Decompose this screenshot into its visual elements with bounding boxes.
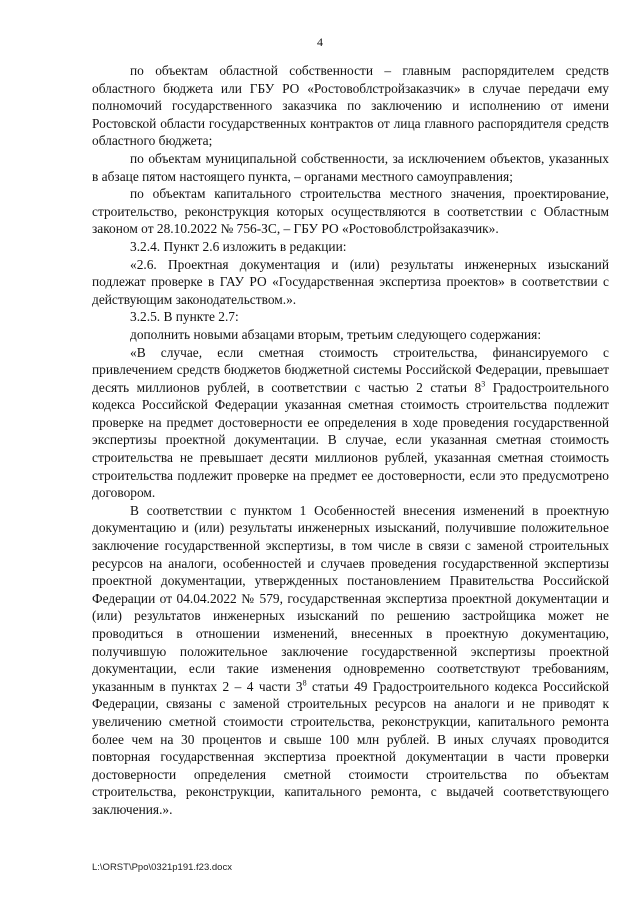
paragraph-estimated-cost-superscript: 3: [481, 379, 486, 389]
paragraph-municipal-property: по объектам муниципальной собственности, за исключением объектов, указанных в абзаце пятом настоящего пункта, – органами местного самоуправления;: [92, 150, 609, 184]
paragraph-expertise-changes-part1: В соответствии с пунктом 1 Особенностей внесения изменений в проектную документацию и (или) результаты инженерных изысканий, получившие положительное заключение государственной экспертизы, в том числе в связи с заменой строительных ресурсов на аналоги, особенностей и случаев проведения государственной экспертизы проектной документации, утвержденных постановлением Правительства Российской Федерации от 04.04.2022 № 579, государственная экспертиза проектной документации и (или) результатов инженерных изысканий по решению застройщика может не проводиться в отношении изменений, внесенных в проектную документацию, получившую положительное заключение государственной экспертизы проектной документации, если такие изменения одновременно соответствуют требованиям, указанным в пунктах 2 – 4 части 3: [92, 502, 609, 694]
footer-file-path: L:\ORST\Ppo\0321p191.f23.docx: [92, 862, 232, 873]
paragraph-local-construction: по объектам капитального строительства местного значения, проектирование, строительство, реконструкция которых осуществляются в соответствии с Областным законом от 28.10.2022 № 756-ЗС, – ГБУ РО «Ростовоблстройзаказчик».: [92, 186, 609, 237]
paragraph-expertise-changes-superscript: 8: [302, 678, 307, 688]
paragraph-estimated-cost-part2: Градостроительного кодекса Российской Федерации указанная сметная стоимость строительства подлежит проверке на предмет достоверности ее определения в ходе проведения государственной экспертизы проектной документации. В случае, если указанная сметная стоимость строительства не превышает десяти миллионов рублей, указанная сметная стоимость строительства подлежит проверке на предмет ее достоверности, если это предусмотрено договором.: [92, 379, 609, 501]
paragraph-estimated-cost-part1: «В случае, если сметная стоимость строительства, финансируемого с привлечением средств бюджетов бюджетной системы Российской Федерации, превышает десять миллионов рублей, в соответствии с частью 2 статьи 8: [92, 344, 609, 395]
paragraph-estimated-cost: [92, 344, 609, 502]
paragraph-clause-3-2-5: 3.2.5. В пункте 2.7:: [130, 309, 239, 325]
paragraph-expertise-changes-part2: статьи 49 Градостроительного кодекса Российской Федерации, связаны с заменой строительных ресурсов на аналоги и не приводят к увеличению сметной стоимости строительства, реконструкции, капитального ремонта более чем на 30 процентов и свыше 100 млн рублей. В иных случаях проводится повторная государственная экспертиза проектной документации в части проверки достоверности определения сметной стоимости строительства по объектам строительства, реконструкции, капитального ремонта, с выдачей соответствующего заключения.».: [92, 678, 610, 817]
page-number: 4: [317, 35, 323, 49]
paragraph-clause-3-2-4: 3.2.4. Пункт 2.6 изложить в редакции:: [130, 238, 347, 254]
paragraph-regional-property: по объектам областной собственности – главным распорядителем средств областного бюджета или ГБУ РО «Ростовоблстройзаказчик» в случае передачи ему полномочий государственного заказчика по заключению и исполнению от имени Ростовской области государственных контрактов от лица главного распорядителя средств областного бюджета;: [92, 63, 609, 149]
paragraph-expertise-changes: [92, 502, 609, 819]
paragraph-clause-2-6: «2.6. Проектная документация и (или) результаты инженерных изысканий подлежат проверке в ГАУ РО «Государственная экспертиза проектов» в соответствии с действующим законодательством.».: [92, 256, 609, 307]
paragraph-supplement-intro: дополнить новыми абзацами вторым, третьим следующего содержания:: [130, 326, 542, 342]
document-body: [92, 62, 609, 819]
